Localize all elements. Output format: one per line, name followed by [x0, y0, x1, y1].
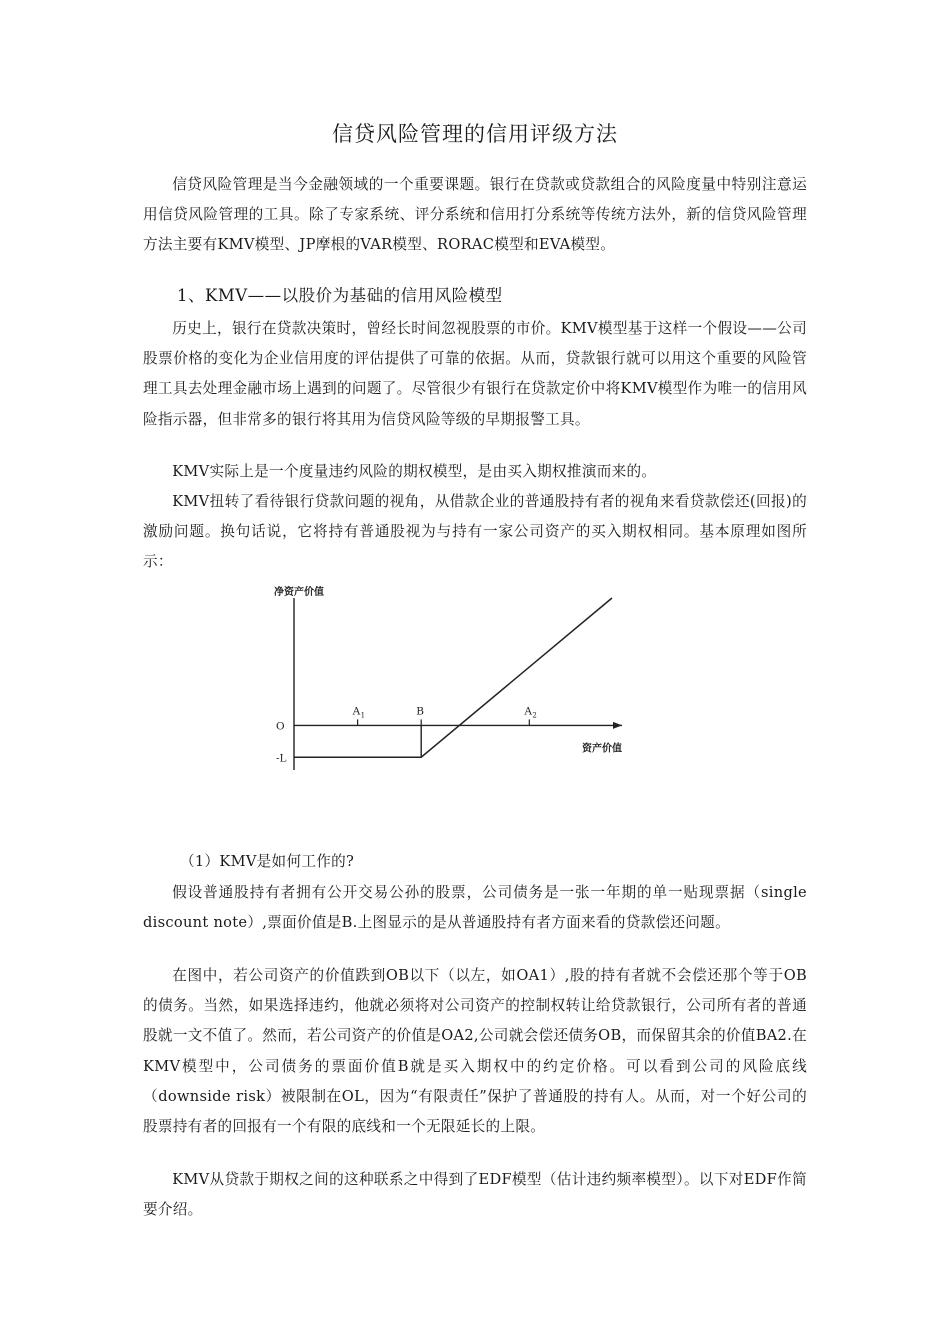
- subsection-heading-how-kmv-works: （1）KMV是如何工作的?: [180, 853, 355, 870]
- x-marker-subscript: 2: [532, 711, 537, 720]
- x-marker-label: A: [352, 705, 361, 718]
- paragraph-kmv-perspective: KMV扭转了看待银行贷款问题的视角，从借款企业的普通股持有者的视角来看贷款偿还(回报)的激励问题。换句话说，它将持有普通股视为与持有一家公司资产的买入期权相同。基本原理如图所示：: [143, 493, 807, 571]
- chart-svg: [262, 578, 642, 778]
- paragraph-assumption: 假设普通股持有者拥有公开交易公孙的股票，公司债务是一张一年期的单一贴现票据（single discount note）,票面价值是B.上图显示的是从普通股持有者方面来看的贷款偿还问题。: [143, 884, 807, 932]
- y-tick-label: O: [276, 720, 285, 733]
- x-marker-label: B: [416, 705, 424, 718]
- paragraph-figure-explanation: 在图中，若公司资产的价值跌到OB以下（以左，如OA1）,股的持有者就不会偿还那个等于OB的债务。当然，如果选择违约，他就必须将对公司资产的控制权转让给贷款银行，公司所有者的普通股就一文不值了。然而，若公司资产的价值是OA2,公司就会偿还债务OB，而保留其余的价值BA2.在KMV模型中，公司债务的票面价值B就是买入期权中的约定价格。可以看到公司的风险底线（downside risk）被限制在OL，因为“有限责任”保护了普通股的持有人。从而，对一个好公司的股票持有者的回报有一个有限的底线和一个无限延长的上限。: [143, 967, 807, 1136]
- section-heading-kmv: 1、KMV——以股价为基础的信用风险模型: [177, 286, 503, 305]
- paragraph-kmv-history: 历史上，银行在贷款决策时，曾经长时间忽视股票的市价。KMV模型基于这样一个假设——公司股票价格的变化为企业信用度的评估提供了可靠的依据。从而，贷款银行就可以用这个重要的风险管理工具去处理金融市场上遇到的问题了。尽管很少有银行在贷款定价中将KMV模型作为唯一的信用风险指示器，但非常多的银行将其用为信贷风险等级的早期报警工具。: [143, 320, 807, 428]
- x-axis-arrow: [613, 722, 622, 729]
- x-axis-label: 资产价值: [582, 743, 622, 755]
- document-title: 信贷风险管理的信用评级方法: [332, 122, 618, 146]
- paragraph-kmv-option-model: KMV实际上是一个度量违约风险的期权模型，是由买入期权推演而来的。: [172, 463, 657, 480]
- y-axis-label: 净资产价值: [274, 587, 324, 598]
- x-marker-subscript: 1: [360, 711, 366, 720]
- paragraph-edf-intro: KMV从贷款于期权之间的这种联系之中得到了EDF模型（估计违约频率模型）。以下对EDF作简要介绍。: [143, 1171, 807, 1219]
- kmv-payoff-chart: [262, 578, 642, 778]
- y-tick-label: -L: [276, 752, 287, 765]
- x-marker-label: A: [524, 705, 532, 718]
- intro-paragraph: 信贷风险管理是当今金融领域的一个重要课题。银行在贷款或贷款组合的风险度量中特别注意运用信贷风险管理的工具。除了专家系统、评分系统和信用打分系统等传统方法外，新的信贷风险管理方法主要有KMV模型、JP摩根的VAR模型、RORAC模型和EVA模型。: [143, 176, 807, 254]
- payoff-line: [294, 598, 612, 757]
